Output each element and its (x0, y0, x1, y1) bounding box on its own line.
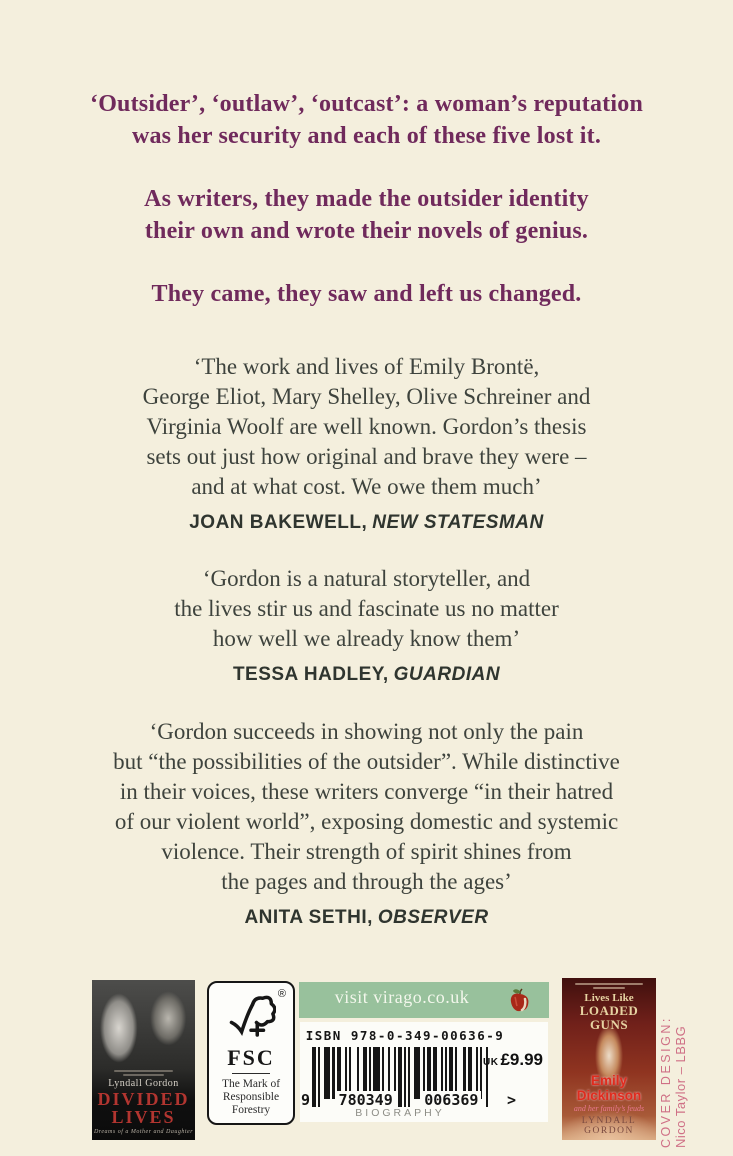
quote-line: violence. Their strength of spirit shines from (161, 839, 572, 864)
author-name: Lyndall Gordon (108, 1078, 179, 1089)
quote-attribution (0, 511, 733, 535)
book-subtitle: Dreams of a Mother and Daughter (93, 1129, 194, 1135)
quote-line: the lives stir us and fascinate us no matter (174, 596, 559, 621)
fsc-tagline-line: The Mark of (221, 1078, 281, 1090)
book-subtitle: and her family’s feuds (573, 1104, 645, 1113)
tiny-praise-line (123, 1074, 164, 1076)
virago-apple-icon (507, 987, 533, 1014)
headline-line: They came, they saw and left us changed. (151, 281, 582, 307)
headline-they-came (0, 278, 733, 310)
author-name: LYNDALL GORDON (581, 1116, 637, 1136)
fsc-tagline-line: Responsible (222, 1091, 280, 1103)
book-title-line: LIVES (111, 1107, 176, 1127)
price-amount: £9.99 (500, 1050, 543, 1069)
quote-line: of our violent world”, exposing domestic and systemic (114, 809, 619, 834)
review-quote-bakewell (0, 352, 733, 535)
quote-line: sets out just how original and brave they were – (146, 444, 587, 469)
quote-line: and at what cost. We owe them much’ (191, 474, 542, 499)
publication-name: GUARDIAN (393, 664, 501, 685)
fsc-divider (232, 1073, 270, 1074)
quote-line: the pages and through the ages’ (221, 869, 512, 894)
publication-name: NEW STATESMAN (372, 512, 544, 533)
reviewer-name: JOAN BAKEWELL, (189, 512, 368, 533)
price-region: UK (483, 1057, 499, 1068)
tiny-praise-line (575, 983, 643, 985)
quote-line: in their voices, these writers converge “in their hatred (119, 779, 614, 804)
divided-lives-text (92, 1068, 195, 1135)
fsc-tree-checkmark-icon (226, 991, 276, 1043)
fsc-tagline (209, 1078, 293, 1117)
quote-line: Virginia Woolf are well known. Gordon’s thesis (146, 414, 587, 439)
headline-line: As writers, they made the outsider identity (144, 186, 589, 212)
credit-label: COVER DESIGN: (659, 1016, 673, 1148)
quote-attribution (0, 663, 733, 687)
barcode-bars (301, 1047, 516, 1109)
quote-line: George Eliot, Mary Shelley, Olive Schreiner and (142, 384, 591, 409)
loaded-guns-bottom-text (562, 1073, 656, 1136)
virago-url: visit virago.co.uk (334, 987, 470, 1007)
cover-design-credit (659, 996, 688, 1148)
fsc-label (207, 981, 295, 1125)
quote-attribution (0, 906, 733, 930)
fsc-tagline-line: Forestry (231, 1104, 271, 1116)
publication-name: OBSERVER (377, 907, 489, 928)
barcode-digit-end: > (506, 1091, 516, 1109)
tiny-praise-line (593, 987, 625, 989)
quote-line: ‘The work and lives of Emily Brontë, (193, 354, 540, 379)
virago-website-banner (299, 982, 549, 1018)
review-quote-sethi (0, 717, 733, 930)
featured-subject: Emily Dickinson (576, 1073, 642, 1103)
headline-line: was her security and each of these five lost it. (131, 123, 602, 149)
book-cover-lives-like-loaded-guns (562, 978, 656, 1140)
reviewer-name: ANITA SETHI, (244, 907, 373, 928)
headline-reputation (0, 88, 733, 152)
category-label: BIOGRAPHY (355, 1107, 445, 1119)
quote-line: but “the possibilities of the outsider”. While distinctive (113, 749, 620, 774)
book-title-line: LOADED GUNS (579, 1003, 639, 1032)
reviewer-name: TESSA HADLEY, (232, 664, 389, 685)
credit-designer: Nico Taylor – LBBG (673, 1025, 688, 1148)
price-tag (483, 1050, 543, 1070)
isbn-label: ISBN 978-0-349-00636-9 (305, 1028, 505, 1043)
book-cover-divided-lives (92, 980, 195, 1140)
book-title-line: Lives Like (584, 992, 634, 1004)
quote-line: ‘Gordon succeeds in showing not only the pain (149, 719, 584, 744)
book-title-line: DIVIDED (97, 1089, 190, 1109)
barcode-panel (300, 1022, 548, 1122)
headline-line: their own and wrote their novels of genius. (144, 218, 589, 244)
fsc-acronym: FSC (227, 1045, 275, 1070)
headline-writers (0, 183, 733, 247)
quote-line: how well we already know them’ (212, 626, 521, 651)
tiny-praise-line (114, 1070, 174, 1072)
barcode-digit-group: 780349 (336, 1091, 396, 1109)
review-quote-hadley (0, 564, 733, 687)
quote-line: ‘Gordon is a natural storyteller, and (202, 566, 531, 591)
headline-line: ‘Outsider’, ‘outlaw’, ‘outcast’: a woman’s reputation (90, 91, 643, 117)
barcode-digit-group: 006369 (421, 1091, 481, 1109)
barcode-digit-lead: 9 (301, 1091, 311, 1109)
registered-trademark-icon: ® (277, 988, 286, 1000)
